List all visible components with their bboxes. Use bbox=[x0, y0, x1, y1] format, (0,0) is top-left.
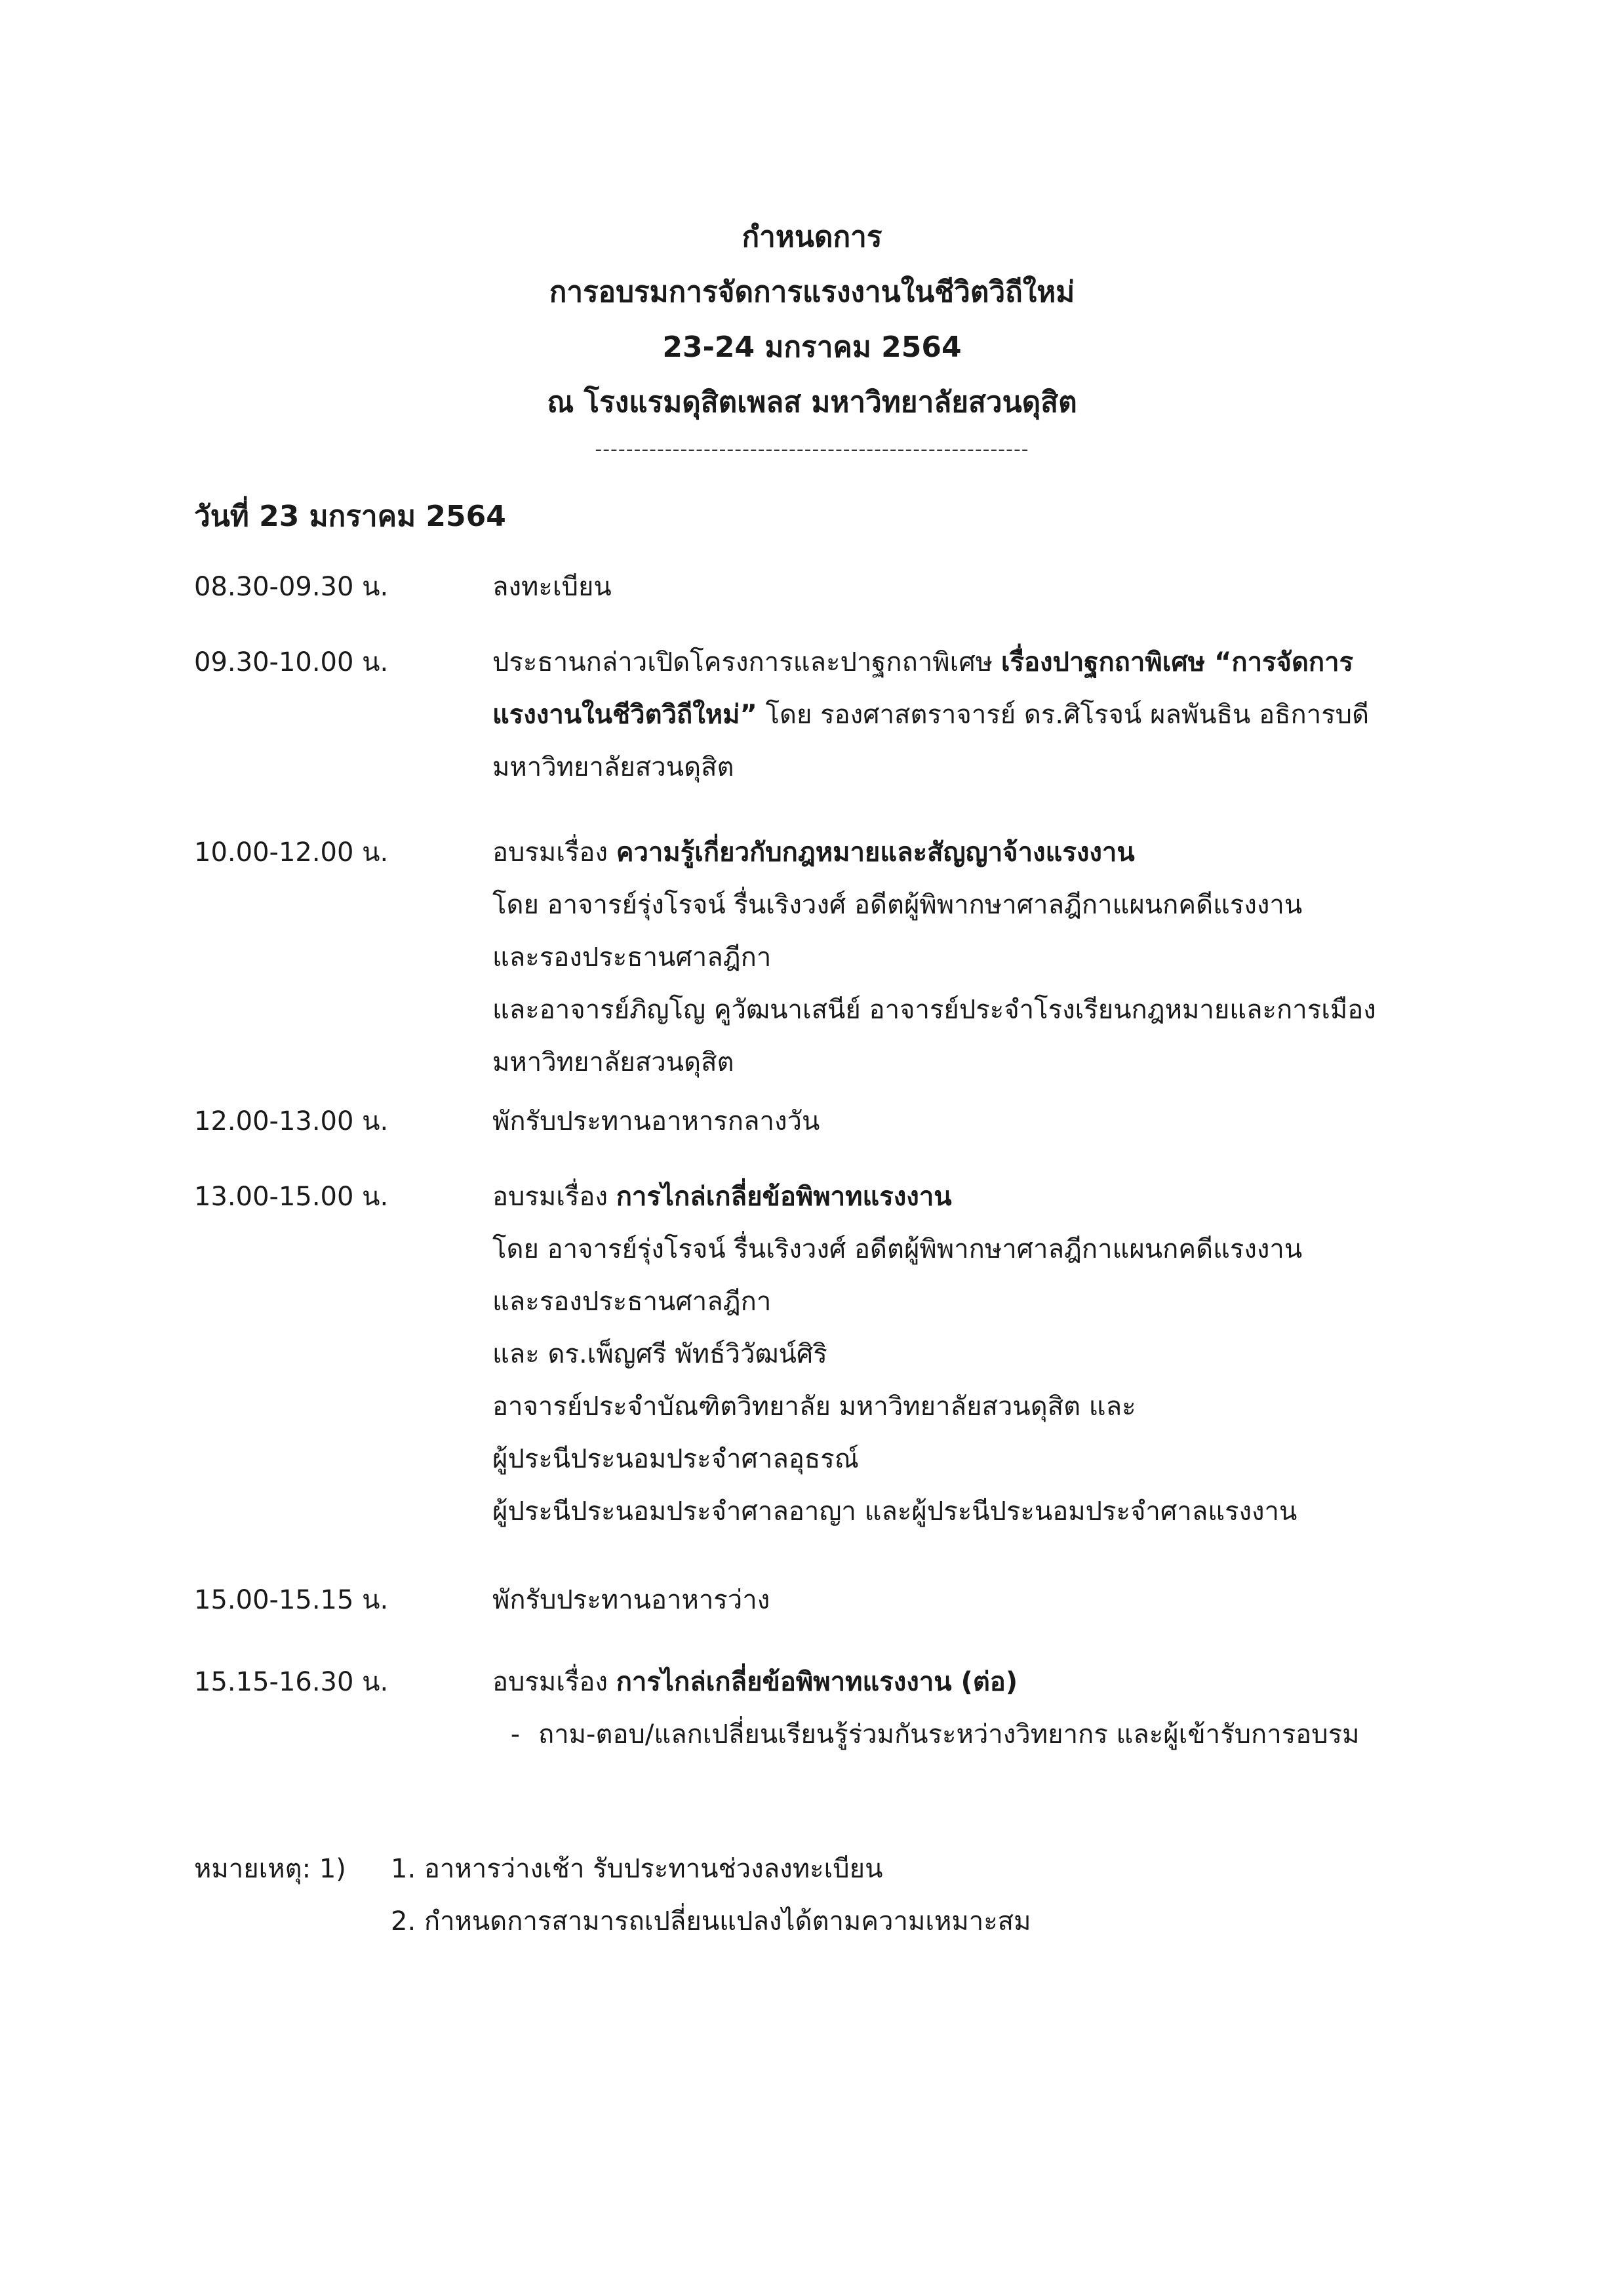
notes-list bbox=[391, 1843, 1031, 1948]
bullet-text: ถาม-ตอบ/แลกเปลี่ยนเรียนรู้ร่วมกันระหว่างวิทยากร และผู้เข้ารับการอบรม bbox=[538, 1719, 1360, 1750]
description-text: มหาวิทยาลัยสวนดุสิต bbox=[492, 752, 734, 782]
description-text: โดย อาจารย์รุ่งโรจน์ รื่นเริงวงศ์ อดีตผู้พิพากษาศาลฎีกาแผนกคดีแรงงาน bbox=[492, 890, 1303, 920]
description-text: และรองประธานศาลฎีกา bbox=[492, 1287, 772, 1317]
description-line bbox=[492, 984, 1450, 1036]
schedule-time: 15.00-15.15 น. bbox=[194, 1585, 389, 1615]
day-heading: วันที่ 23 มกราคม 2564 bbox=[194, 500, 506, 533]
description-line bbox=[492, 1275, 1450, 1328]
schedule-description bbox=[492, 1171, 1450, 1538]
schedule-time: 10.00-12.00 น. bbox=[194, 837, 389, 868]
description-text: อบรมเรื่อง bbox=[492, 1667, 616, 1697]
header-divider: -------------------------------------------------------- bbox=[595, 438, 1029, 461]
description-line bbox=[492, 879, 1450, 931]
schedule-description bbox=[492, 1656, 1450, 1761]
description-text: ประธานกล่าวเปิดโครงการและปาฐกถาพิเศษ bbox=[492, 647, 1001, 677]
description-text: ผู้ประนีประนอมประจำศาลอาญา และผู้ประนีประนอมประจำศาลแรงงาน bbox=[492, 1496, 1297, 1527]
description-line bbox=[492, 1328, 1450, 1380]
description-line bbox=[492, 1485, 1450, 1538]
description-line bbox=[492, 1656, 1450, 1708]
notes-label: หมายเหตุ: 1) bbox=[194, 1854, 346, 1884]
description-text: อบรมเรื่อง bbox=[492, 1182, 616, 1212]
description-text: และ ดร.เพ็ญศรี พัทธ์วิวัฒน์ศิริ bbox=[492, 1339, 827, 1369]
header-venue: ณ โรงแรมดุสิตเพลส มหาวิทยาลัยสวนดุสิต bbox=[547, 386, 1077, 419]
description-text: อบรมเรื่อง bbox=[492, 837, 616, 868]
description-text: มหาวิทยาลัยสวนดุสิต bbox=[492, 1047, 734, 1077]
schedule-time: 09.30-10.00 น. bbox=[194, 647, 389, 677]
description-text: โดย รองศาสตราจารย์ ดร.ศิโรจน์ ผลพันธิน อธิการบดี bbox=[757, 700, 1370, 730]
description-line bbox=[492, 931, 1450, 984]
description-line bbox=[492, 1223, 1450, 1275]
schedule-description bbox=[492, 826, 1450, 1089]
description-text: ลงทะเบียน bbox=[492, 572, 612, 602]
document-header bbox=[0, 210, 1624, 470]
schedule-time: 12.00-13.00 น. bbox=[194, 1106, 389, 1136]
description-text: และรองประธานศาลฎีกา bbox=[492, 942, 772, 973]
description-line bbox=[492, 1171, 1450, 1223]
bullet-item bbox=[492, 1708, 1450, 1761]
description-emphasis: ความรู้เกี่ยวกับกฎหมายและสัญญาจ้างแรงงาน bbox=[616, 837, 1135, 868]
schedule-time: 08.30-09.30 น. bbox=[194, 572, 389, 602]
description-text: พักรับประทานอาหารว่าง bbox=[492, 1585, 770, 1615]
description-line bbox=[492, 1380, 1450, 1433]
description-line bbox=[492, 741, 1450, 793]
description-emphasis: การไกล่เกลี่ยข้อพิพาทแรงงาน (ต่อ) bbox=[616, 1667, 1018, 1697]
description-line bbox=[492, 1574, 1450, 1626]
schedule-time: 15.15-16.30 น. bbox=[194, 1667, 389, 1697]
schedule-description bbox=[492, 561, 1450, 613]
description-text: พักรับประทานอาหารกลางวัน bbox=[492, 1106, 820, 1136]
description-emphasis: การไกล่เกลี่ยข้อพิพาทแรงงาน bbox=[616, 1182, 952, 1212]
description-line bbox=[492, 826, 1450, 879]
description-emphasis: เรื่องปาฐกถาพิเศษ “การจัดการ bbox=[1000, 647, 1354, 677]
description-line bbox=[492, 636, 1450, 689]
description-line bbox=[492, 689, 1450, 741]
schedule-description bbox=[492, 1095, 1450, 1148]
header-event-name: การอบรมการจัดการแรงงานในชีวิตวิถีใหม่ bbox=[549, 275, 1075, 309]
description-text: โดย อาจารย์รุ่งโรจน์ รื่นเริงวงศ์ อดีตผู้พิพากษาศาลฎีกาแผนกคดีแรงงาน bbox=[492, 1234, 1303, 1264]
note-item: 2. กำหนดการสามารถเปลี่ยนแปลงได้ตามความเหมาะสม bbox=[391, 1906, 1031, 1937]
description-line bbox=[492, 1036, 1450, 1089]
description-text: ผู้ประนีประนอมประจำศาลอุธรณ์ bbox=[492, 1444, 859, 1474]
description-text: อาจารย์ประจำบัณฑิตวิทยาลัย มหาวิทยาลัยสวนดุสิต และ bbox=[492, 1392, 1136, 1422]
schedule-time: 13.00-15.00 น. bbox=[194, 1182, 389, 1212]
bullet-dash: - bbox=[510, 1719, 521, 1750]
note-item: 1. อาหารว่างเช้า รับประทานช่วงลงทะเบียน bbox=[391, 1854, 883, 1884]
header-title: กำหนดการ bbox=[742, 220, 882, 254]
description-line bbox=[492, 561, 1450, 613]
description-line bbox=[492, 1095, 1450, 1148]
header-dates: 23-24 มกราคม 2564 bbox=[662, 331, 962, 364]
description-emphasis: แรงงานในชีวิตวิถีใหม่” bbox=[492, 700, 757, 730]
schedule-description bbox=[492, 636, 1450, 793]
description-text: และอาจารย์ภิญโญ คูวัฒนาเสนีย์ อาจารย์ประจำโรงเรียนกฎหมายและการเมือง bbox=[492, 995, 1376, 1025]
description-line bbox=[492, 1433, 1450, 1485]
schedule-description bbox=[492, 1574, 1450, 1626]
